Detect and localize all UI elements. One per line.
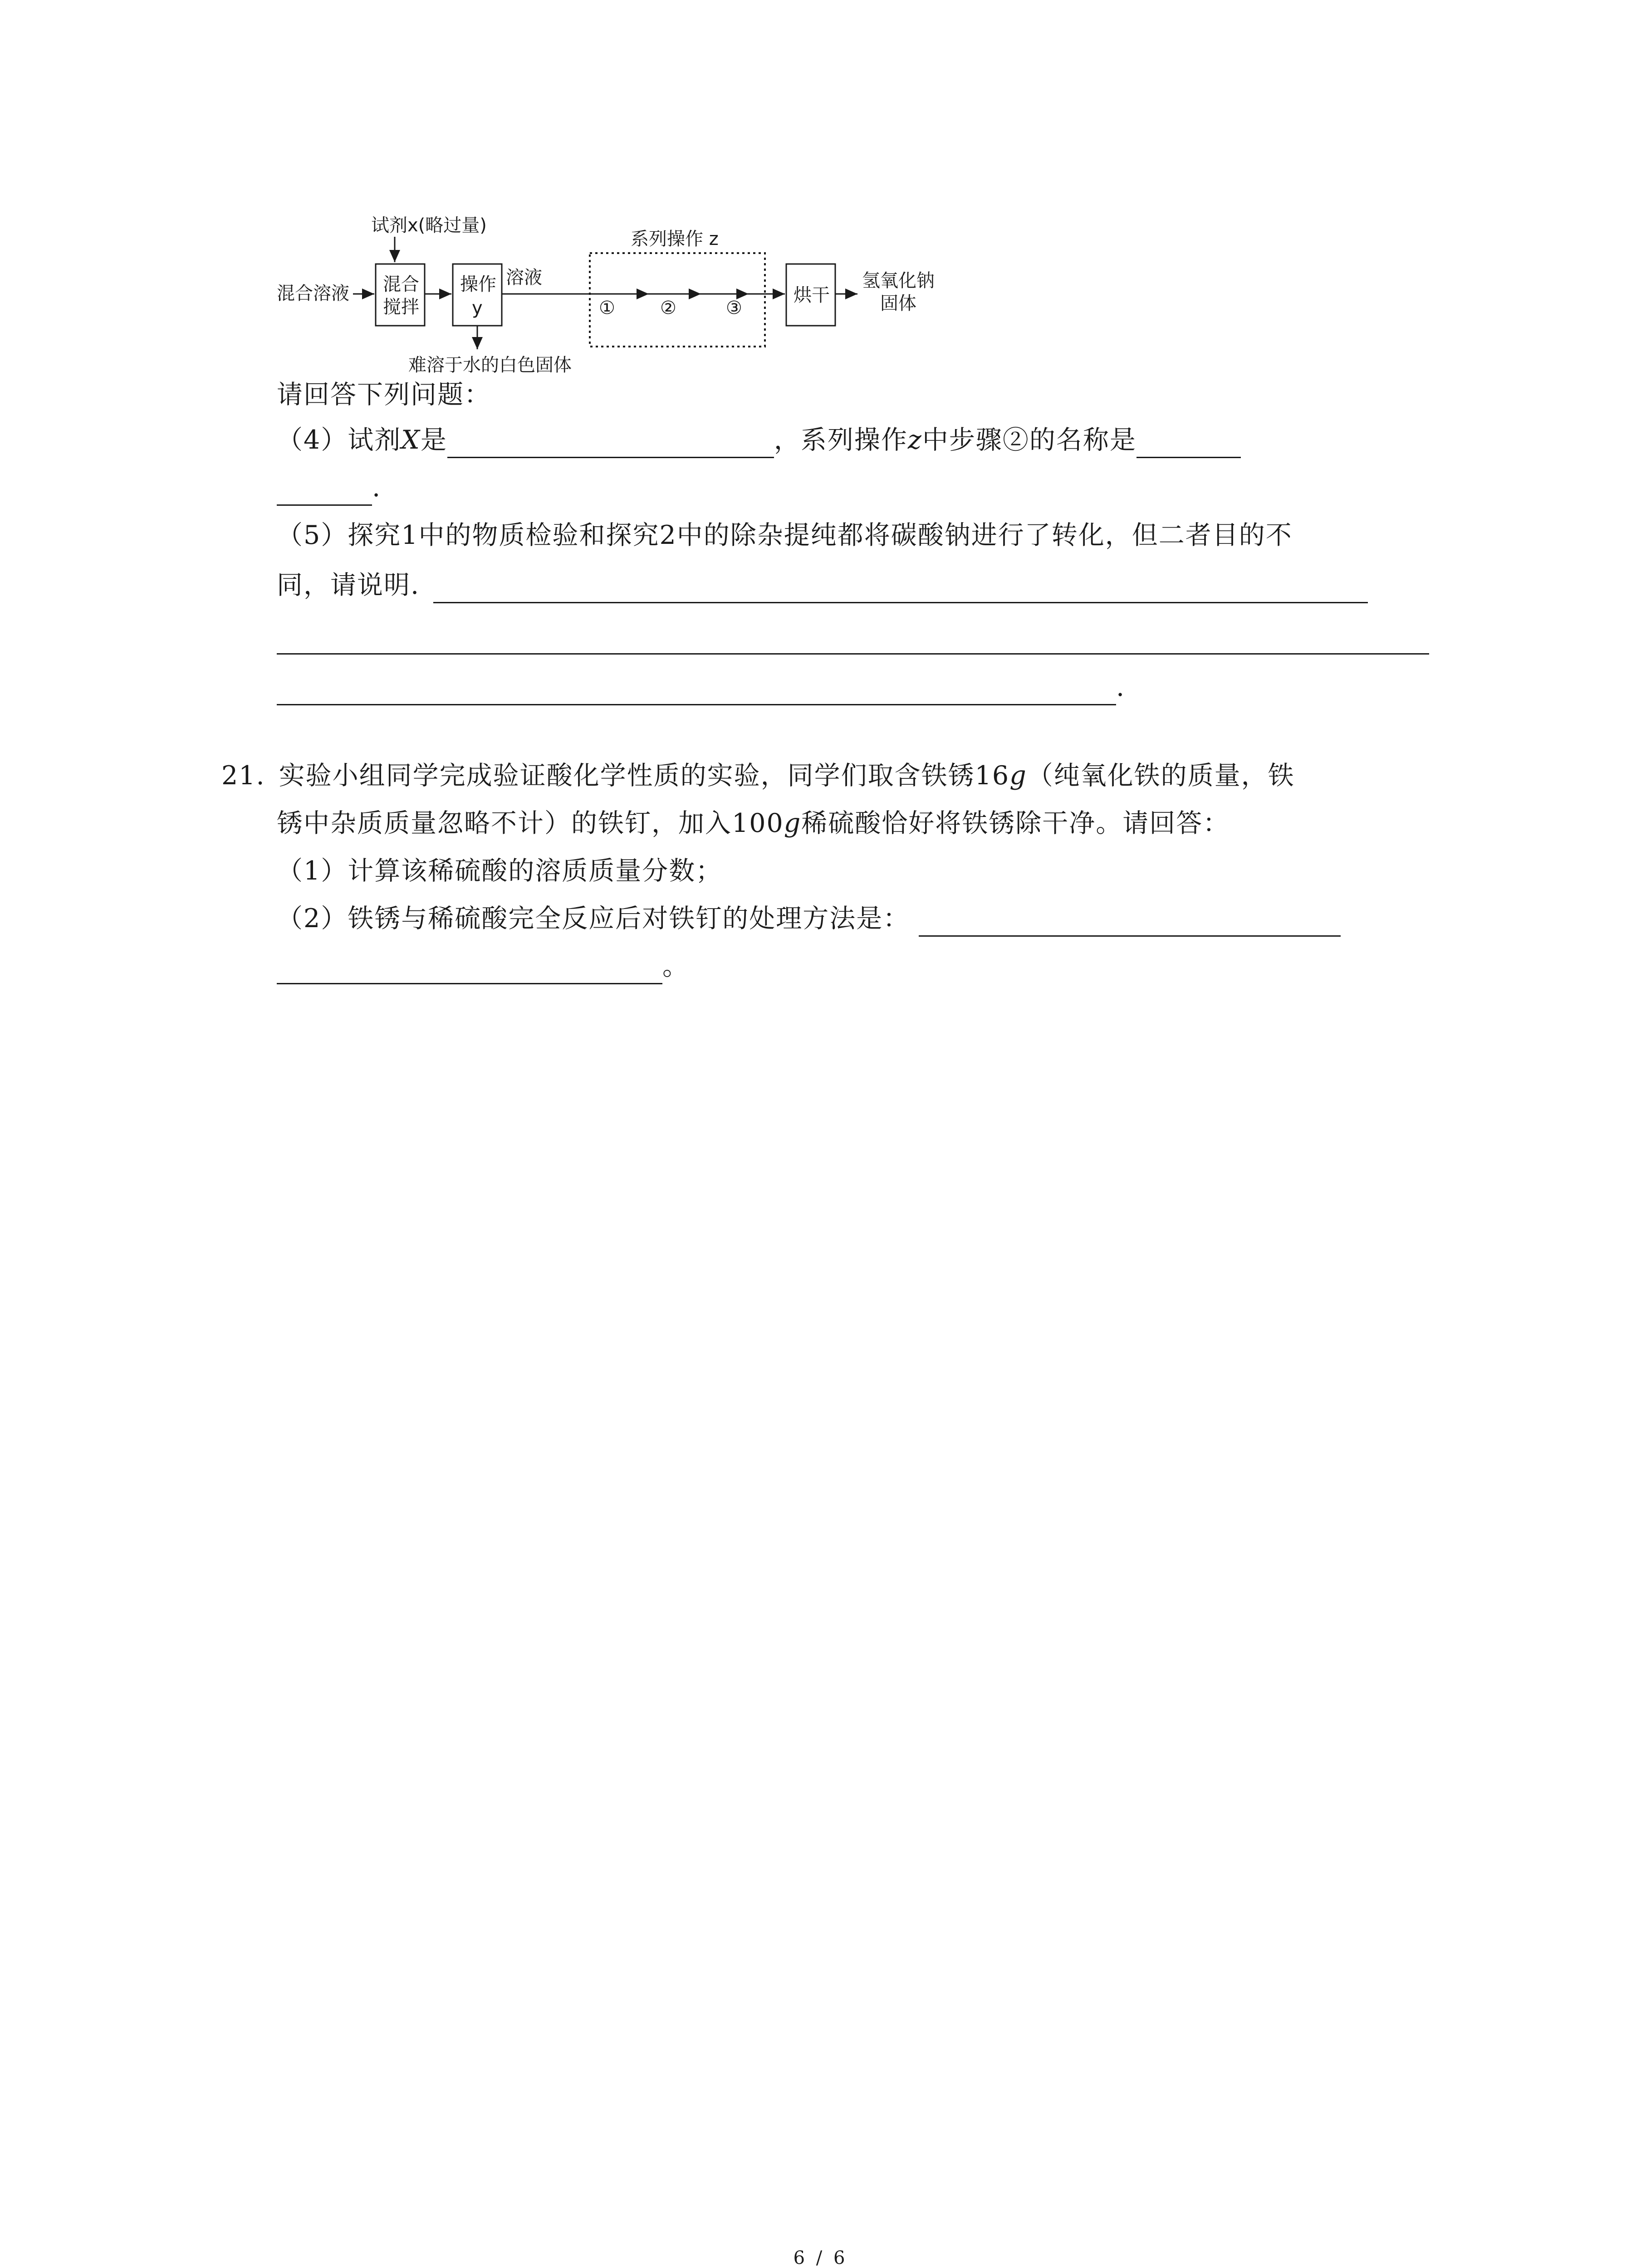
question-21-line2: 锈中杂质质量忽略不计）的铁钉，加入100g稀硫酸恰好将铁锈除干净。请回答： xyxy=(277,808,1230,838)
question-21-sub2-continued: 。 xyxy=(277,948,689,984)
answer-blank-reagent-x[interactable] xyxy=(447,429,774,458)
step-1: ① xyxy=(599,298,615,318)
answer-blank-q5-line3[interactable] xyxy=(277,676,1116,705)
input-label: 混合溶液 xyxy=(277,283,349,304)
answer-blank-q5-line2[interactable] xyxy=(277,653,1429,655)
answer-blank-rust-treatment-cont[interactable] xyxy=(277,955,662,984)
series-label: 系列操作 z xyxy=(631,229,719,249)
step-2: ② xyxy=(660,298,676,318)
box2-line2: y xyxy=(472,298,483,318)
answer-blank-step2-name-cont[interactable] xyxy=(277,476,372,506)
precipitate-label: 难溶于水的白色固体 xyxy=(408,355,572,376)
output-line2: 固体 xyxy=(880,293,916,314)
box1-line2: 搅拌 xyxy=(383,297,419,318)
question-4: （4）试剂X是 ，系列操作z中步骤②的名称是 xyxy=(277,422,1241,458)
output-line1: 氢氧化钠 xyxy=(862,270,935,291)
question-21-sub2: （2）铁锈与稀硫酸完全反应后对铁钉的处理方法是： xyxy=(277,900,1341,937)
page-number: 6 / 6 xyxy=(793,2248,848,2268)
question-21-sub1: （1）计算该稀硫酸的溶质质量分数； xyxy=(277,856,723,886)
answer-blank-rust-treatment[interactable] xyxy=(919,907,1341,937)
box2-line1: 操作 xyxy=(460,274,496,295)
step-3: ③ xyxy=(726,298,742,318)
question-number: 21. xyxy=(221,761,265,791)
question-4-continued: . xyxy=(277,469,381,506)
process-flow-diagram xyxy=(272,213,989,386)
question-5-line2: 同，请说明. xyxy=(277,567,1368,603)
box1-line1: 混合 xyxy=(383,274,419,295)
question-5-line1: （5）探究1中的物质检验和探究2中的除杂提纯都将碳酸钠进行了转化，但二者目的不 xyxy=(277,520,1293,550)
question-prompt: 请回答下列问题： xyxy=(277,380,491,410)
dry-label: 烘干 xyxy=(794,285,830,306)
solution-label: 溶液 xyxy=(506,267,542,288)
answer-blank-q5-line1[interactable] xyxy=(433,574,1368,603)
question-21-line1: 21. 实验小组同学完成验证酸化学性质的实验，同学们取含铁锈16g（纯氧化铁的质量，铁 xyxy=(221,761,1295,791)
reagent-label: 试剂x(略过量) xyxy=(371,215,487,236)
answer-blank-step2-name[interactable] xyxy=(1136,429,1241,458)
question-5-line3: . xyxy=(277,669,1125,705)
